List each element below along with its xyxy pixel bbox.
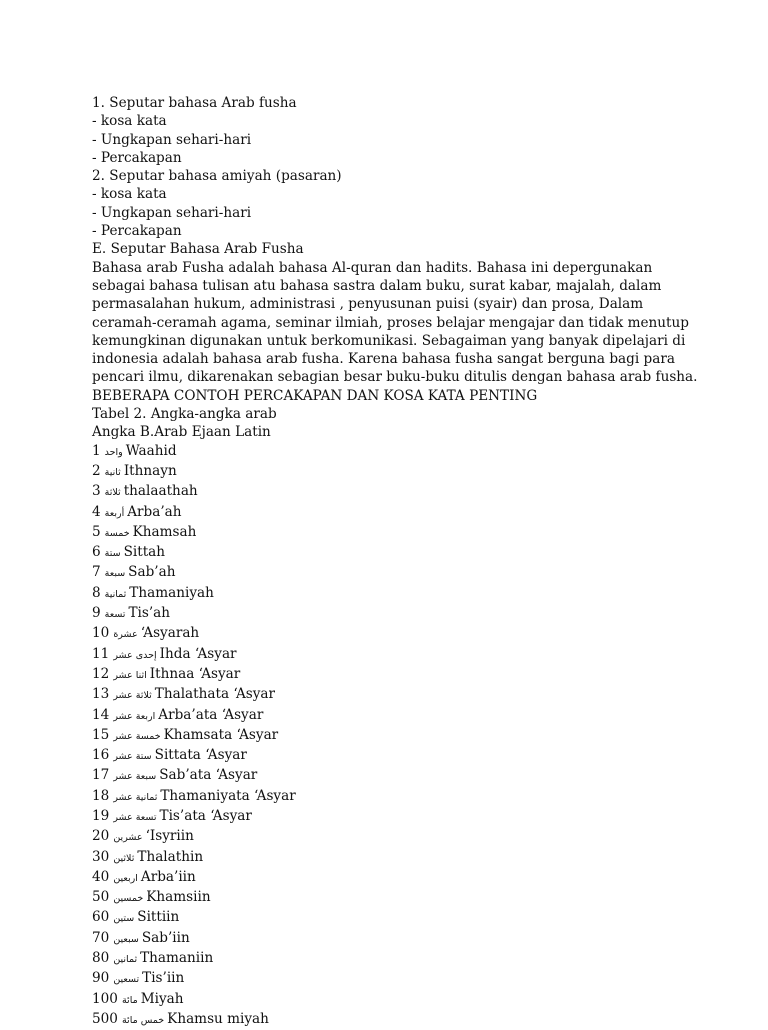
number-row [92,766,692,786]
number-digit: 50 [92,889,110,906]
paragraph-line: sebagai bahasa tulisan atu bahasa sastra dalam buku, surat kabar, majalah, dalam [92,277,662,294]
number-row [92,523,692,543]
latin-spelling: Tis’ah [128,605,171,622]
number-row [92,990,692,1010]
number-row [92,827,692,847]
number-digit: 3 [92,483,101,500]
latin-spelling: Thalathin [137,848,204,865]
number-row [92,949,692,969]
paragraph-line: indonesia adalah bahasa arab fusha. Karena bahasa fusha sangat berguna bagi para [92,351,675,368]
number-digit: 18 [92,787,110,804]
fusha-description-paragraph [92,259,698,387]
arabic-word: ثلاثة [104,487,121,499]
arabic-word: إحدى عشر [113,649,157,661]
latin-spelling: Sab’ah [128,564,176,581]
number-row [92,929,692,949]
arabic-word: سبعة [104,568,126,580]
latin-spelling: Thamaniin [140,950,214,967]
number-digit: 11 [92,645,110,662]
number-digit: 6 [92,544,101,561]
arabic-word: ستة [104,548,121,560]
latin-spelling: Ihda ‘Asyar [159,645,237,662]
latin-spelling: ‘Asyarah [140,625,200,642]
number-row [92,787,692,807]
latin-spelling: Arba’iin [140,868,196,885]
number-row [92,888,692,908]
latin-spelling: Sab’iin [141,929,190,946]
number-row [92,969,692,989]
intro-line: 2. Seputar bahasa amiyah (pasaran) [92,168,342,185]
number-row [92,848,692,868]
number-digit: 500 [92,1010,118,1027]
intro-line: - kosa kata [92,113,167,130]
number-digit: 1 [92,442,101,459]
number-digit: 80 [92,950,110,967]
latin-spelling: Sittah [123,544,166,561]
number-digit: 9 [92,605,101,622]
latin-spelling: Arba’ah [127,503,182,520]
latin-spelling: Khamsah [132,523,197,540]
number-row [92,482,692,502]
arabic-word: ثلاثة عشر [113,690,152,702]
number-digit: 90 [92,970,110,987]
number-row [92,746,692,766]
number-row [92,604,692,624]
latin-spelling: Miyah [140,990,184,1007]
number-digit: 2 [92,462,101,479]
latin-spelling: Tis’iin [142,970,185,987]
intro-line: - kosa kata [92,186,167,203]
number-row [92,624,692,644]
table-title: Tabel 2. Angka-angka arab [92,406,277,423]
arabic-word: تسعة [104,609,126,621]
number-row [92,706,692,726]
arabic-word: سبعين [113,933,139,945]
latin-spelling: Thamaniyata ‘Asyar [160,787,296,804]
latin-spelling: Sab’ata ‘Asyar [159,767,258,784]
latin-spelling: Tis’ata ‘Asyar [159,807,252,824]
number-digit: 8 [92,584,101,601]
arabic-word: تسعين [113,974,140,986]
arabic-word: اثنا عشر [113,669,147,681]
number-digit: 100 [92,990,118,1007]
arabic-word: عشرين [113,832,143,844]
number-row [92,908,692,928]
number-digit: 40 [92,868,110,885]
arabic-word: ثانية [104,466,121,478]
arabic-word: ثمانية [104,588,127,600]
arabic-word: ستين [113,913,135,925]
arabic-word: سبعة عشر [113,771,157,783]
number-digit: 70 [92,929,110,946]
number-row [92,645,692,665]
number-digit: 14 [92,706,110,723]
number-row [92,543,692,563]
latin-spelling: Ithnayn [123,462,177,479]
arabic-word: عشرة [113,629,138,641]
latin-spelling: Waahid [125,442,177,459]
paragraph-line: Bahasa arab Fusha adalah bahasa Al-quran dan hadits. Bahasa ini depergunakan [92,259,653,276]
paragraph-line: permasalahan hukum, administrasi , penyusunan puisi (syair) dan prosa, Dalam [92,296,644,313]
arabic-word: ثلاثين [113,852,135,864]
number-row [92,503,692,523]
numbers-table [92,442,692,1030]
number-digit: 15 [92,726,110,743]
paragraph-line: ceramah-ceramah agama, seminar ilmiah, proses belajar mengajar dan tidak menutup [92,314,689,331]
number-digit: 10 [92,625,110,642]
latin-spelling: Khamsu miyah [167,1010,269,1027]
arabic-word: خمسة [104,527,130,539]
latin-spelling: Arba’ata ‘Asyar [158,706,264,723]
latin-spelling: Thamaniyah [129,584,214,601]
arabic-word: خمس مائة [121,1014,165,1026]
number-digit: 4 [92,503,101,520]
number-digit: 7 [92,564,101,581]
paragraph-line: pencari ilmu, dikarenakan sebagian besar buku-buku ditulis dengan bahasa arab fusha. [92,369,698,386]
arabic-word: ستة عشر [113,751,152,763]
arabic-word: ثمانين [113,954,138,966]
latin-spelling: thalaathah [123,483,198,500]
number-digit: 5 [92,523,101,540]
number-row [92,726,692,746]
arabic-word: أربعة [104,507,125,519]
intro-line: E. Seputar Bahasa Arab Fusha [92,241,304,258]
intro-line: - Percakapan [92,223,182,240]
latin-spelling: Thalathata ‘Asyar [154,686,276,703]
arabic-word: واحد [104,446,123,458]
latin-spelling: Khamsata ‘Asyar [163,726,279,743]
latin-spelling: Sittiin [137,909,180,926]
number-row [92,807,692,827]
number-row [92,442,692,462]
arabic-word: خمسين [113,893,144,905]
arabic-word: اربعين [113,872,138,884]
number-digit: 20 [92,828,110,845]
number-row [92,462,692,482]
number-digit: 13 [92,686,110,703]
number-row [92,868,692,888]
arabic-word: ثمانية عشر [113,791,158,803]
intro-line: - Ungkapan sehari-hari [92,131,252,148]
arabic-word: خمسة عشر [113,730,161,742]
paragraph-line: kemungkinan digunakan untuk berkomunikasi. Sebagaiman yang banyak dipelajari di [92,332,686,349]
latin-spelling: Khamsiin [146,889,211,906]
latin-spelling: Ithnaa ‘Asyar [149,665,241,682]
intro-line: 1. Seputar bahasa Arab fusha [92,95,297,111]
number-digit: 12 [92,665,110,682]
latin-spelling: Sittata ‘Asyar [154,747,247,764]
number-row [92,584,692,604]
number-row [92,563,692,583]
intro-line: - Ungkapan sehari-hari [92,204,252,221]
arabic-word: اربعة عشر [113,710,156,722]
document-page [92,94,698,1030]
number-digit: 16 [92,747,110,764]
number-row [92,665,692,685]
number-digit: 17 [92,767,110,784]
number-digit: 60 [92,909,110,926]
intro-list [92,94,692,259]
number-row [92,1010,692,1030]
latin-spelling: ‘Isyriin [145,828,194,845]
number-digit: 30 [92,848,110,865]
number-row [92,685,692,705]
table-header: Angka B.Arab Ejaan Latin [92,424,271,441]
arabic-word: تسعة عشر [113,811,157,823]
arabic-word: مائة [121,994,138,1006]
number-digit: 19 [92,807,110,824]
section-heading: BEBERAPA CONTOH PERCAKAPAN DAN KOSA KATA PENTING [92,387,538,404]
intro-line: - Percakapan [92,149,182,166]
